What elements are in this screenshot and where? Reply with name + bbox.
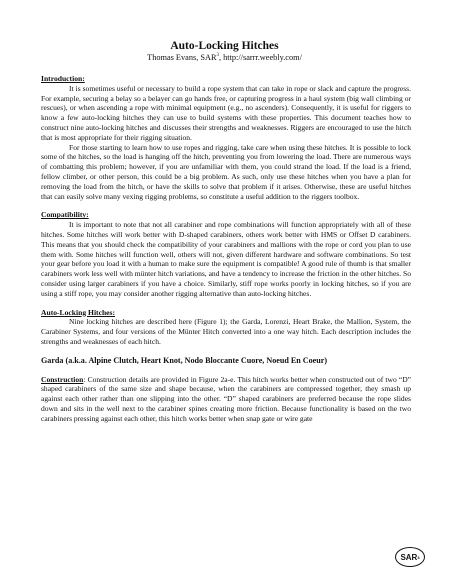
section-spacer bbox=[41, 201, 411, 210]
compatibility-heading: Compatibility: bbox=[41, 210, 89, 220]
garda-construction-paragraph bbox=[41, 375, 411, 424]
sar3-logo bbox=[395, 547, 425, 567]
compatibility-paragraph: It is important to note that not all carabiner and rope combinations will function appropriately with all of these hitches. Some hitches will work better with D-shaped carabiners, others work better with HMS or Offset D carabiners. This means that you should check the compatibility of your carabiners and mallions with the rope or cord you plan to use them with. Some hitches will function well, others will not, given different hardware and software combinations. So test your gear before you load it with a human to make sure the equipment is compatible! A good rule of thumb is that smaller carabiners work less well with münter hitch variations, and have a tendency to increase the friction in the other hitches. So consider using larger carabiners if you have a choice. Similarly, stiff rope works poorly in locking hitches, so if you are using a stiff rope, you may consider another rigging alternative than auto-locking hitches. bbox=[41, 220, 411, 298]
construction-label: Construction bbox=[41, 374, 84, 384]
logo-text: SAR bbox=[400, 552, 418, 562]
introduction-heading: Introduction: bbox=[41, 74, 85, 83]
document-title: Auto-Locking Hitches bbox=[170, 40, 279, 52]
author-superscript: 3 bbox=[216, 53, 219, 59]
document-body bbox=[41, 74, 411, 424]
section-spacer bbox=[41, 347, 411, 356]
author-name: Thomas Evans, SAR bbox=[147, 53, 217, 62]
author-website: , http://sarrr.weebly.com/ bbox=[219, 53, 302, 62]
logo-superscript: 3 bbox=[417, 554, 420, 560]
author-line bbox=[0, 53, 449, 62]
introduction-paragraph-1: It is sometimes useful or necessary to build a rope system that can take in rope or slack and capture the progress. For example, securing a belay so a belayer can go hands free, or capturing progress in a haul system (big wall climbing or rescues), or when ascending a rope with minimal equipment (e.g., no ascenders). Consequently, it is useful for riggers to know a few auto-locking hitches they can use to build systems with these properties. This document teaches how to construct nine auto-locking hitches and discusses their strengths and weaknesses. Riggers are encouraged to use the hitch that is most appropriate for their rigging situation. bbox=[41, 83, 411, 142]
introduction-paragraph-2: For those starting to learn how to use ropes and rigging, take care when using these hitches. It is possible to lock some of the hitches, so the load is hanging off the hitch, preventing you from lowering the load. There are numerous ways of combatting this problem; however, if you are unfamiliar with them, you could strand the load. If the load is a friend, fellow climber, or other person, this could be a big problem. As such, only use these hitches when you have a plan for removing the load from the hitch, or have the skills to solve that problem if it arises. Otherwise, these are useful hitches that can easily solve many vexing rigging problems, so constitute a useful addition to the riggers toolbox. bbox=[41, 142, 411, 201]
auto-locking-paragraph: Nine locking hitches are described here (Figure 1); the Garda, Lorenzi, Heart Brake, the Mallion, System, the Carabiner Systems, and four versions of the Münter Hitch converted into a one way hitch. Each description includes the strengths and weaknesses of each hitch. bbox=[41, 317, 411, 346]
section-spacer bbox=[41, 366, 411, 375]
construction-text: : Construction details are provided in Figure 2a-e. This hitch works better when constructed out of two “D” shaped carabiners of the same size and shape because, when the carabiners are compressed together, they smash up against each other rather than one slipping into the other. “D” shaped carabiners are preferred because the rope slides down and sits in the well next to the carabiner spines creating more friction. Because functionality is based on the two carabiners pressing against each other, this hitch works better when snap gate or wire gate bbox=[41, 374, 411, 423]
auto-locking-heading: Auto-Locking Hitches: bbox=[41, 307, 116, 317]
garda-heading: Garda (a.k.a. Alpine Clutch, Heart Knot, Nodo Bloccante Cuore, Noeud En Coeur) bbox=[41, 355, 328, 365]
section-spacer bbox=[41, 299, 411, 308]
